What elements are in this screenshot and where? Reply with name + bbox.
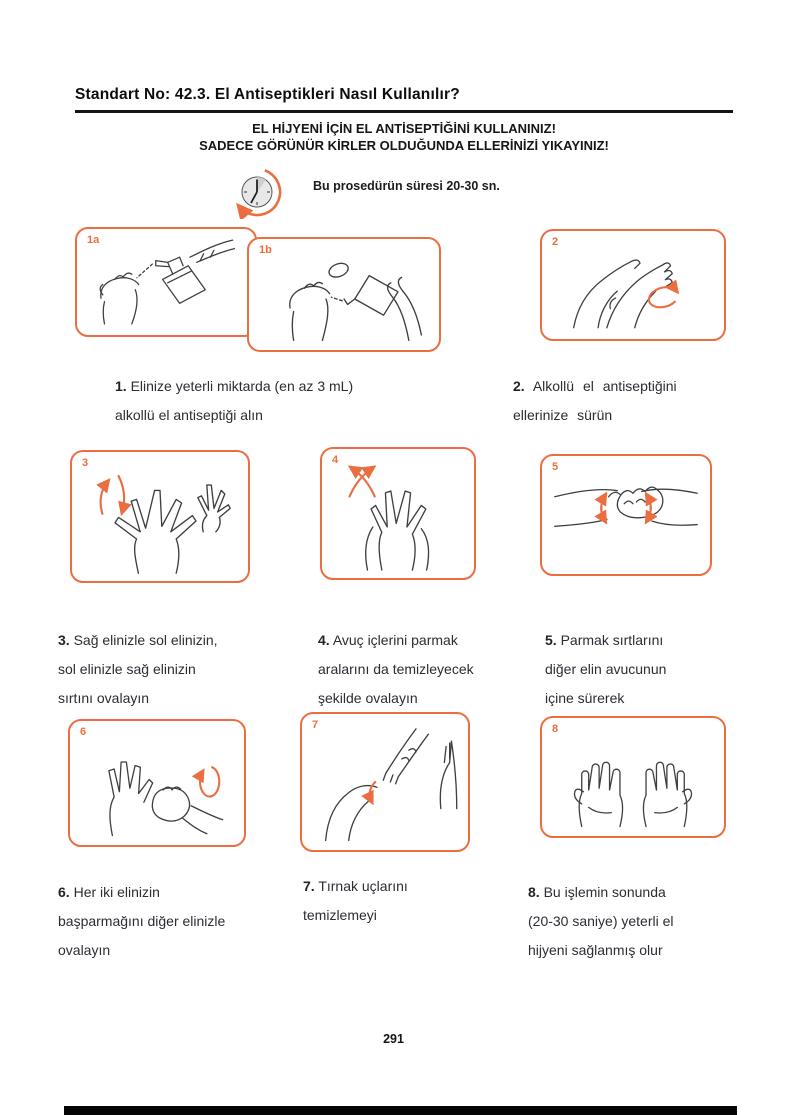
- step-number: 8.: [528, 884, 540, 900]
- title-underline: [75, 110, 733, 113]
- step-line: [318, 626, 523, 655]
- step-line: hijyeni sağlanmış olur: [528, 942, 663, 958]
- panel-6: [68, 719, 246, 847]
- step-line: [303, 872, 503, 901]
- thumb-rotational-rub-illustration: [76, 727, 238, 839]
- page-title: Standart No: 42.3. El Antiseptikleri Nasıl Kullanılır?: [75, 86, 460, 103]
- step-line: diğer elin avucunun: [545, 661, 667, 677]
- panel-label: 1a: [87, 234, 100, 246]
- step-line: sol elinizle sağ elinizin: [58, 661, 196, 677]
- step-8-text: [528, 878, 743, 965]
- instruction-banner: [75, 121, 733, 154]
- banner-line-1: EL HİJYENİ İÇİN EL ANTİSEPTİĞİNİ KULLANINIZ!: [252, 121, 556, 136]
- step-line: [528, 878, 743, 907]
- step-line: [58, 626, 298, 655]
- panel-1b: [247, 237, 441, 352]
- step-number: 6.: [58, 884, 70, 900]
- panel-2: [540, 229, 726, 341]
- step-line-text: Sağ elinizle sol elinizin,: [73, 632, 218, 648]
- step-line: (20-30 saniye) yeterli el: [528, 913, 674, 929]
- palms-rubbing-circular-illustration: [548, 237, 718, 333]
- fingertips-rub-in-palm-illustration: [308, 720, 462, 844]
- step-6-text: [58, 878, 313, 965]
- panel-label: 2: [552, 236, 559, 248]
- step-5-text: [545, 626, 730, 720]
- step-line: ovalayın: [58, 942, 111, 958]
- panel-3: [70, 450, 250, 583]
- step-line: [545, 626, 730, 655]
- step-line: [58, 878, 313, 907]
- step-7-text: [303, 872, 503, 930]
- interlocked-fingers-knuckle-rub-illustration: [548, 462, 704, 568]
- step-line-text: Avuç içlerini parmak: [332, 632, 458, 648]
- fingers-interlaced-over-back-of-hand-illustration: [78, 458, 242, 575]
- step-line-text: Her iki elinizin: [73, 884, 160, 900]
- bottom-rule: [64, 1106, 737, 1115]
- step-1-text: [115, 372, 445, 430]
- pump-bottle-dispense-into-palm-illustration: [83, 235, 249, 329]
- step-number: 4.: [318, 632, 330, 648]
- step-number: 3.: [58, 632, 70, 648]
- two-open-palms-illustration: [548, 724, 718, 830]
- panel-label: 1b: [259, 244, 272, 256]
- step-4-text: [318, 626, 523, 713]
- step-line: alkollü el antiseptiği alın: [115, 407, 263, 423]
- step-line-text: Parmak sırtlarını: [560, 632, 664, 648]
- step-number: 7.: [303, 878, 315, 894]
- banner-line-2: SADECE GÖRÜNÜR KİRLER OLDUĞUNDA ELLERİNİZİ YIKAYINIZ!: [199, 137, 609, 153]
- panel-label: 6: [80, 726, 87, 738]
- step-number: 5.: [545, 632, 557, 648]
- step-line: sırtını ovalayın: [58, 690, 150, 706]
- step-line: şekilde ovalayın: [318, 690, 418, 706]
- step-line-text: Alkollü el antiseptiğini: [532, 378, 677, 394]
- panel-label: 8: [552, 723, 559, 735]
- step-line: ellerinize sürün: [513, 407, 613, 423]
- step-line: [115, 372, 445, 401]
- palms-together-fingers-interlaced-illustration: [328, 455, 468, 572]
- step-line: içine sürerek: [545, 690, 625, 706]
- step-line: aralarını da temizleyecek: [318, 661, 474, 677]
- step-line: başparmağını diğer elinizle: [58, 913, 226, 929]
- duration-note: Bu prosedürün süresi 20-30 sn.: [313, 179, 500, 193]
- step-number: 1.: [115, 378, 127, 394]
- panel-label: 4: [332, 454, 339, 466]
- step-2-text: [513, 372, 738, 430]
- step-3-text: [58, 626, 298, 713]
- panel-5: [540, 454, 712, 576]
- step-line-text: Elinize yeterli miktarda (en az 3 mL): [130, 378, 354, 394]
- panel-label: 3: [82, 457, 89, 469]
- step-line-text: Bu işlemin sonunda: [543, 884, 666, 900]
- panel-label: 7: [312, 719, 319, 731]
- page-number: 291: [383, 1032, 404, 1046]
- step-number: 2.: [513, 378, 525, 394]
- panel-1a: [75, 227, 257, 337]
- panel-7: [300, 712, 470, 852]
- panel-8: [540, 716, 726, 838]
- step-line: temizlemeyi: [303, 907, 377, 923]
- panel-4: [320, 447, 476, 580]
- step-line-text: Tırnak uçlarını: [318, 878, 408, 894]
- clock-with-rotation-arrow-icon: [232, 163, 288, 219]
- panel-label: 5: [552, 461, 559, 473]
- step-line: [513, 372, 738, 401]
- bottle-pour-into-palm-illustration: [255, 245, 433, 344]
